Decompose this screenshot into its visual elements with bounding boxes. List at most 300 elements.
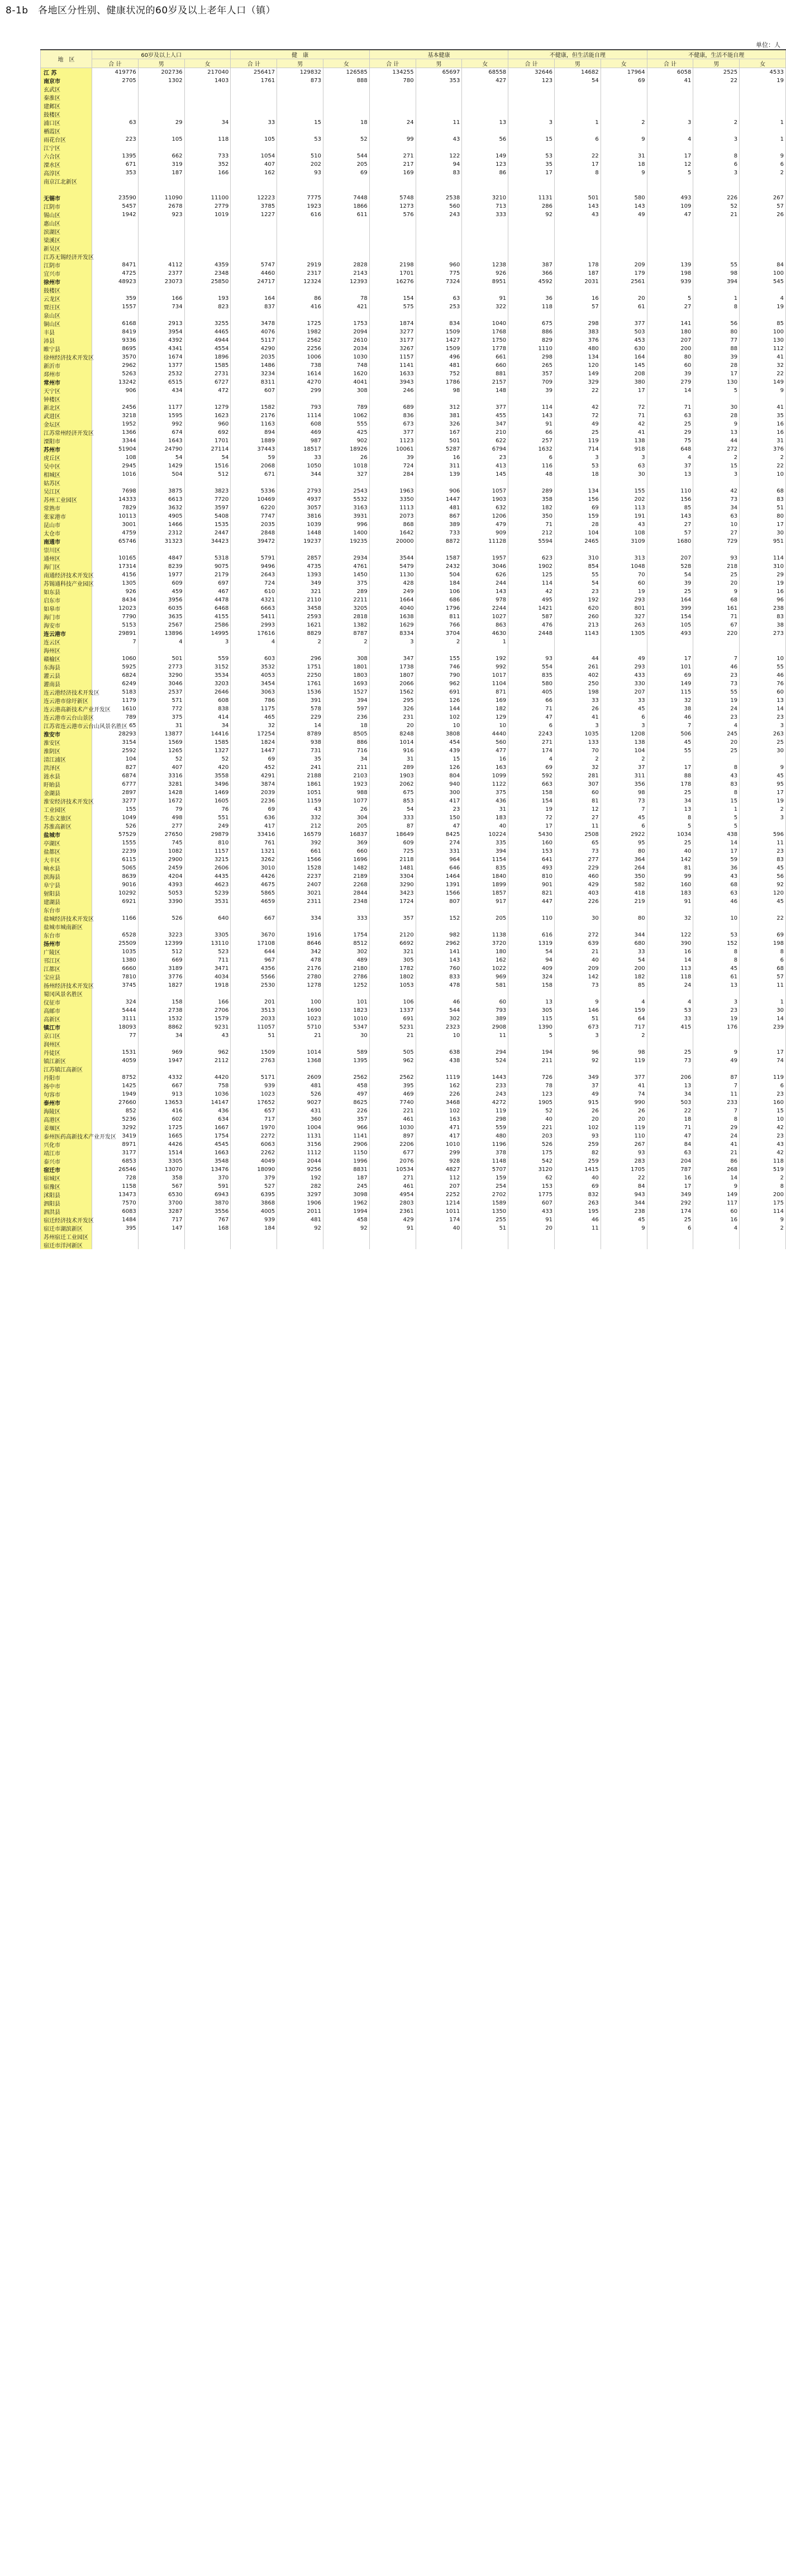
- value-cell: 447: [508, 897, 555, 906]
- value-cell: [554, 127, 601, 135]
- value-cell: 630: [601, 345, 647, 353]
- value-cell: [693, 244, 740, 252]
- value-cell: 2: [601, 755, 647, 763]
- value-cell: 63: [693, 889, 740, 897]
- value-cell: 1319: [508, 939, 555, 948]
- value-cell: [323, 127, 369, 135]
- region-cell: 雨花台区: [41, 135, 92, 144]
- table-row: [41, 428, 786, 437]
- region-cell: 泰州医药高新技术产业开发区: [41, 1132, 92, 1140]
- value-cell: 207: [416, 1182, 462, 1191]
- value-cell: 174: [647, 1207, 693, 1216]
- table-row: [41, 914, 786, 923]
- value-cell: 469: [369, 1090, 416, 1098]
- value-cell: 3: [554, 721, 601, 730]
- table-row: [41, 85, 786, 93]
- value-cell: 308: [323, 386, 369, 395]
- value-cell: 2180: [323, 964, 369, 973]
- region-cell: 盐城经济技术开发区: [41, 914, 92, 923]
- value-cell: 281: [554, 772, 601, 780]
- value-cell: [647, 395, 693, 403]
- table-row: [41, 135, 786, 144]
- value-cell: [323, 906, 369, 914]
- value-cell: 80: [693, 328, 740, 336]
- table-row: [41, 261, 786, 269]
- value-cell: 305: [369, 956, 416, 964]
- value-cell: 38: [647, 705, 693, 713]
- value-cell: 12393: [323, 278, 369, 286]
- value-cell: 105: [647, 621, 693, 629]
- value-cell: [277, 85, 323, 93]
- value-cell: 6468: [184, 604, 231, 613]
- value-cell: 19: [740, 77, 786, 85]
- value-cell: [369, 85, 416, 93]
- value-cell: 265: [508, 361, 555, 370]
- value-cell: 433: [601, 671, 647, 680]
- value-cell: 458: [323, 1082, 369, 1090]
- value-cell: [740, 1232, 786, 1241]
- value-cell: 21: [554, 948, 601, 956]
- value-cell: 1305: [92, 579, 139, 587]
- value-cell: [740, 102, 786, 110]
- value-cell: 212: [508, 529, 555, 537]
- value-cell: 43: [554, 211, 601, 219]
- value-cell: 772: [138, 705, 184, 713]
- value-cell: 902: [323, 437, 369, 445]
- value-cell: [184, 646, 231, 654]
- value-cell: 9: [554, 998, 601, 1006]
- value-cell: 1751: [277, 663, 323, 671]
- value-cell: 245: [323, 1182, 369, 1191]
- value-cell: 1587: [416, 554, 462, 562]
- value-cell: 4465: [184, 328, 231, 336]
- value-cell: 271: [508, 738, 555, 747]
- value-cell: [231, 144, 277, 152]
- value-cell: 471: [416, 1124, 462, 1132]
- value-cell: 1112: [277, 1149, 323, 1157]
- value-cell: [277, 479, 323, 487]
- value-cell: [369, 286, 416, 294]
- value-cell: 357: [323, 1115, 369, 1124]
- value-cell: 1861: [277, 780, 323, 788]
- value-cell: [323, 395, 369, 403]
- value-cell: 129832: [277, 68, 323, 77]
- value-cell: 438: [416, 1057, 462, 1065]
- value-cell: 25: [647, 587, 693, 596]
- value-cell: 14: [647, 956, 693, 964]
- value-cell: [508, 479, 555, 487]
- value-cell: 1382: [323, 621, 369, 629]
- value-cell: 3290: [369, 881, 416, 889]
- value-cell: 2993: [231, 621, 277, 629]
- value-cell: [693, 286, 740, 294]
- value-cell: 20: [601, 294, 647, 303]
- region-cell: 高邮市: [41, 1006, 92, 1015]
- value-cell: 837: [231, 303, 277, 311]
- value-cell: 913: [138, 1090, 184, 1098]
- table-row: [41, 1015, 786, 1023]
- value-cell: [323, 990, 369, 998]
- value-cell: 298: [554, 319, 601, 328]
- value-cell: [323, 1040, 369, 1048]
- value-cell: 897: [369, 1132, 416, 1140]
- value-cell: 360: [277, 1115, 323, 1124]
- value-cell: 1801: [323, 663, 369, 671]
- value-cell: 42: [554, 403, 601, 412]
- value-cell: 226: [554, 897, 601, 906]
- value-cell: 42: [740, 1149, 786, 1157]
- value-cell: 9: [740, 763, 786, 772]
- table-row: [41, 713, 786, 721]
- value-cell: [369, 185, 416, 194]
- value-cell: 7810: [92, 973, 139, 981]
- value-cell: 2606: [184, 864, 231, 872]
- value-cell: 1279: [184, 403, 231, 412]
- value-cell: 1509: [416, 345, 462, 353]
- value-cell: 33: [601, 696, 647, 705]
- value-cell: 1874: [369, 319, 416, 328]
- region-cell: 泗洪县: [41, 1207, 92, 1216]
- value-cell: 83: [740, 495, 786, 504]
- value-cell: 1022: [462, 964, 508, 973]
- value-cell: 1123: [369, 437, 416, 445]
- value-cell: 580: [601, 194, 647, 202]
- value-cell: 3: [184, 638, 231, 646]
- value-cell: [462, 923, 508, 931]
- value-cell: 31: [601, 152, 647, 160]
- value-cell: 3816: [277, 512, 323, 520]
- table-row: [41, 897, 786, 906]
- region-cell: 如皋市: [41, 604, 92, 613]
- value-cell: 33: [647, 1015, 693, 1023]
- value-cell: 62: [508, 1174, 555, 1182]
- value-cell: 6853: [92, 1157, 139, 1165]
- value-cell: 22: [554, 386, 601, 395]
- value-cell: [92, 144, 139, 152]
- value-cell: 70: [554, 747, 601, 755]
- value-cell: 13: [647, 805, 693, 814]
- value-cell: 24: [647, 981, 693, 990]
- value-cell: 415: [647, 1023, 693, 1031]
- value-cell: [647, 219, 693, 227]
- value-cell: 4460: [231, 269, 277, 278]
- value-cell: 1150: [323, 1149, 369, 1157]
- value-cell: 16: [647, 1174, 693, 1182]
- table-row-city: [41, 194, 786, 202]
- value-cell: 1380: [92, 956, 139, 964]
- value-cell: [693, 546, 740, 554]
- table-row: [41, 110, 786, 118]
- value-cell: 4735: [277, 562, 323, 571]
- value-cell: 54: [369, 805, 416, 814]
- value-cell: 8: [693, 956, 740, 964]
- value-cell: 567: [138, 1182, 184, 1191]
- value-cell: 22: [740, 370, 786, 378]
- value-cell: 5707: [462, 1165, 508, 1174]
- value-cell: 6921: [92, 897, 139, 906]
- value-cell: 15: [416, 755, 462, 763]
- table-row: [41, 202, 786, 211]
- value-cell: [184, 185, 231, 194]
- value-cell: 1614: [277, 370, 323, 378]
- value-cell: 1: [462, 638, 508, 646]
- value-cell: 180: [647, 328, 693, 336]
- value-cell: 673: [369, 420, 416, 428]
- value-cell: [231, 227, 277, 236]
- value-cell: 19: [601, 587, 647, 596]
- value-cell: 72: [601, 403, 647, 412]
- value-cell: 6: [508, 721, 555, 730]
- value-cell: 86: [277, 294, 323, 303]
- value-cell: 4392: [138, 336, 184, 345]
- value-cell: 417: [231, 822, 277, 830]
- value-cell: 57: [554, 303, 601, 311]
- region-cell: 吴江区: [41, 487, 92, 495]
- value-cell: 358: [508, 495, 555, 504]
- table-row: [41, 529, 786, 537]
- value-cell: 697: [184, 579, 231, 587]
- value-cell: 766: [416, 621, 462, 629]
- value-cell: 923: [138, 211, 184, 219]
- value-cell: 8: [693, 788, 740, 797]
- value-cell: 10292: [92, 889, 139, 897]
- region-cell: 宿迁市: [41, 1165, 92, 1174]
- value-cell: 501: [554, 194, 601, 202]
- value-cell: 524: [462, 1057, 508, 1065]
- value-cell: 375: [323, 579, 369, 587]
- value-cell: 304: [323, 814, 369, 822]
- value-cell: 17: [693, 847, 740, 856]
- value-cell: 33: [277, 453, 323, 462]
- value-cell: 4: [647, 135, 693, 144]
- value-cell: [416, 395, 462, 403]
- region-cell: 高新区: [41, 1015, 92, 1023]
- value-cell: [601, 906, 647, 914]
- value-cell: [462, 479, 508, 487]
- value-cell: 421: [323, 303, 369, 311]
- value-cell: 39: [369, 453, 416, 462]
- value-cell: 1425: [92, 1082, 139, 1090]
- value-cell: 329: [554, 378, 601, 386]
- value-cell: 2962: [92, 361, 139, 370]
- value-cell: 162: [416, 1082, 462, 1090]
- value-cell: 32: [647, 914, 693, 923]
- value-cell: 139: [647, 261, 693, 269]
- table-row: [41, 1224, 786, 1232]
- value-cell: 1516: [184, 462, 231, 470]
- value-cell: 298: [508, 353, 555, 361]
- sub-header-cell: 合 计: [231, 59, 277, 68]
- value-cell: 419776: [92, 68, 139, 77]
- value-cell: 871: [462, 688, 508, 696]
- value-cell: 2678: [138, 202, 184, 211]
- value-cell: 208: [601, 370, 647, 378]
- value-cell: 333: [369, 814, 416, 822]
- value-cell: [601, 286, 647, 294]
- value-cell: 300: [416, 788, 462, 797]
- value-cell: 149: [693, 1191, 740, 1199]
- value-cell: 409: [508, 964, 555, 973]
- value-cell: 460: [554, 872, 601, 881]
- value-cell: [647, 244, 693, 252]
- value-cell: 962: [369, 1057, 416, 1065]
- region-cell: 江苏省连云港市云台山风景名胜区: [41, 721, 92, 730]
- value-cell: [416, 185, 462, 194]
- value-cell: 1902: [508, 562, 555, 571]
- sub-header-cell: 男: [138, 59, 184, 68]
- value-cell: 1994: [323, 1207, 369, 1216]
- value-cell: 10534: [369, 1165, 416, 1174]
- value-cell: 45: [740, 772, 786, 780]
- value-cell: 141: [647, 319, 693, 328]
- value-cell: [554, 185, 601, 194]
- value-cell: 661: [462, 353, 508, 361]
- value-cell: [462, 990, 508, 998]
- value-cell: [462, 311, 508, 319]
- value-cell: 6115: [92, 856, 139, 864]
- value-cell: 1905: [508, 1098, 555, 1107]
- value-cell: 35: [740, 412, 786, 420]
- value-cell: [508, 127, 555, 135]
- value-cell: [231, 646, 277, 654]
- value-cell: 17616: [231, 629, 277, 638]
- table-row: [41, 554, 786, 562]
- value-cell: 2: [601, 1031, 647, 1040]
- value-cell: [138, 185, 184, 194]
- value-cell: 330: [601, 680, 647, 688]
- value-cell: 17: [647, 152, 693, 160]
- table-row: [41, 252, 786, 261]
- value-cell: 267: [740, 194, 786, 202]
- value-cell: 324: [508, 973, 555, 981]
- value-cell: 53: [647, 1006, 693, 1015]
- region-cell: 浦口区: [41, 118, 92, 127]
- value-cell: 143: [601, 202, 647, 211]
- value-cell: 526: [92, 822, 139, 830]
- value-cell: 804: [416, 772, 462, 780]
- value-cell: 45: [601, 814, 647, 822]
- value-cell: 3287: [138, 1207, 184, 1216]
- value-cell: 3423: [369, 889, 416, 897]
- value-cell: 84: [647, 1140, 693, 1149]
- value-cell: 22: [740, 462, 786, 470]
- value-cell: 660: [462, 361, 508, 370]
- value-cell: 17652: [231, 1098, 277, 1107]
- value-cell: 4040: [369, 604, 416, 613]
- value-cell: 19: [693, 696, 740, 705]
- value-cell: 23: [740, 713, 786, 721]
- value-cell: 5347: [323, 1023, 369, 1031]
- value-cell: 249: [369, 587, 416, 596]
- value-cell: 299: [277, 386, 323, 395]
- value-cell: 1623: [184, 412, 231, 420]
- value-cell: 3297: [277, 1191, 323, 1199]
- value-cell: 226: [323, 1107, 369, 1115]
- value-cell: 646: [416, 864, 462, 872]
- value-cell: 3931: [323, 512, 369, 520]
- value-cell: 14682: [554, 68, 601, 77]
- value-cell: [508, 102, 555, 110]
- value-cell: 152: [693, 939, 740, 948]
- value-cell: 867: [416, 512, 462, 520]
- value-cell: 7: [647, 721, 693, 730]
- region-cell: 徐州市: [41, 278, 92, 286]
- value-cell: 4204: [138, 872, 184, 881]
- value-cell: 1918: [184, 981, 231, 990]
- value-cell: 17108: [231, 939, 277, 948]
- value-cell: 122: [416, 152, 462, 160]
- value-cell: 3223: [138, 931, 184, 939]
- value-cell: 951: [740, 537, 786, 546]
- value-cell: 71: [508, 705, 555, 713]
- value-cell: 221: [369, 1107, 416, 1115]
- value-cell: 758: [184, 1082, 231, 1090]
- value-cell: 8695: [92, 345, 139, 353]
- value-cell: [231, 185, 277, 194]
- value-cell: 43: [184, 1031, 231, 1040]
- table-row: [41, 705, 786, 713]
- value-cell: 1018: [323, 462, 369, 470]
- region-cell: 相城区: [41, 470, 92, 479]
- value-cell: 2176: [231, 412, 277, 420]
- value-cell: 1238: [462, 261, 508, 269]
- value-cell: 217040: [184, 68, 231, 77]
- value-cell: [647, 1232, 693, 1241]
- value-cell: 3532: [231, 663, 277, 671]
- value-cell: 13476: [184, 1165, 231, 1174]
- value-cell: 4937: [277, 495, 323, 504]
- value-cell: 34: [647, 797, 693, 805]
- value-cell: 990: [601, 1098, 647, 1107]
- value-cell: [369, 990, 416, 998]
- value-cell: 23: [554, 587, 601, 596]
- value-cell: 164: [231, 294, 277, 303]
- value-cell: [462, 236, 508, 244]
- value-cell: 1366: [92, 428, 139, 437]
- value-cell: 34: [184, 118, 231, 127]
- value-cell: 6: [554, 135, 601, 144]
- value-cell: 80: [601, 914, 647, 923]
- value-cell: 26: [740, 211, 786, 219]
- table-row: [41, 102, 786, 110]
- value-cell: 92: [323, 1224, 369, 1232]
- table-row: [41, 990, 786, 998]
- value-cell: 152: [416, 914, 462, 923]
- value-cell: 119: [554, 437, 601, 445]
- value-cell: 5236: [92, 1115, 139, 1124]
- value-cell: 501: [416, 437, 462, 445]
- value-cell: 73: [647, 1057, 693, 1065]
- region-cell: 启东市: [41, 596, 92, 604]
- value-cell: 169: [369, 169, 416, 177]
- value-cell: 274: [416, 839, 462, 847]
- value-cell: [323, 102, 369, 110]
- value-cell: 257: [508, 437, 555, 445]
- value-cell: 71: [601, 412, 647, 420]
- value-cell: 2120: [369, 931, 416, 939]
- value-cell: 194: [508, 1048, 555, 1057]
- value-cell: 49: [554, 1090, 601, 1098]
- value-cell: 928: [416, 1157, 462, 1165]
- value-cell: [138, 646, 184, 654]
- value-cell: [693, 1040, 740, 1048]
- value-cell: 45: [647, 738, 693, 747]
- value-cell: 11057: [231, 1023, 277, 1031]
- value-cell: 622: [462, 437, 508, 445]
- value-cell: 4675: [231, 881, 277, 889]
- value-cell: 853: [369, 797, 416, 805]
- value-cell: 333: [323, 914, 369, 923]
